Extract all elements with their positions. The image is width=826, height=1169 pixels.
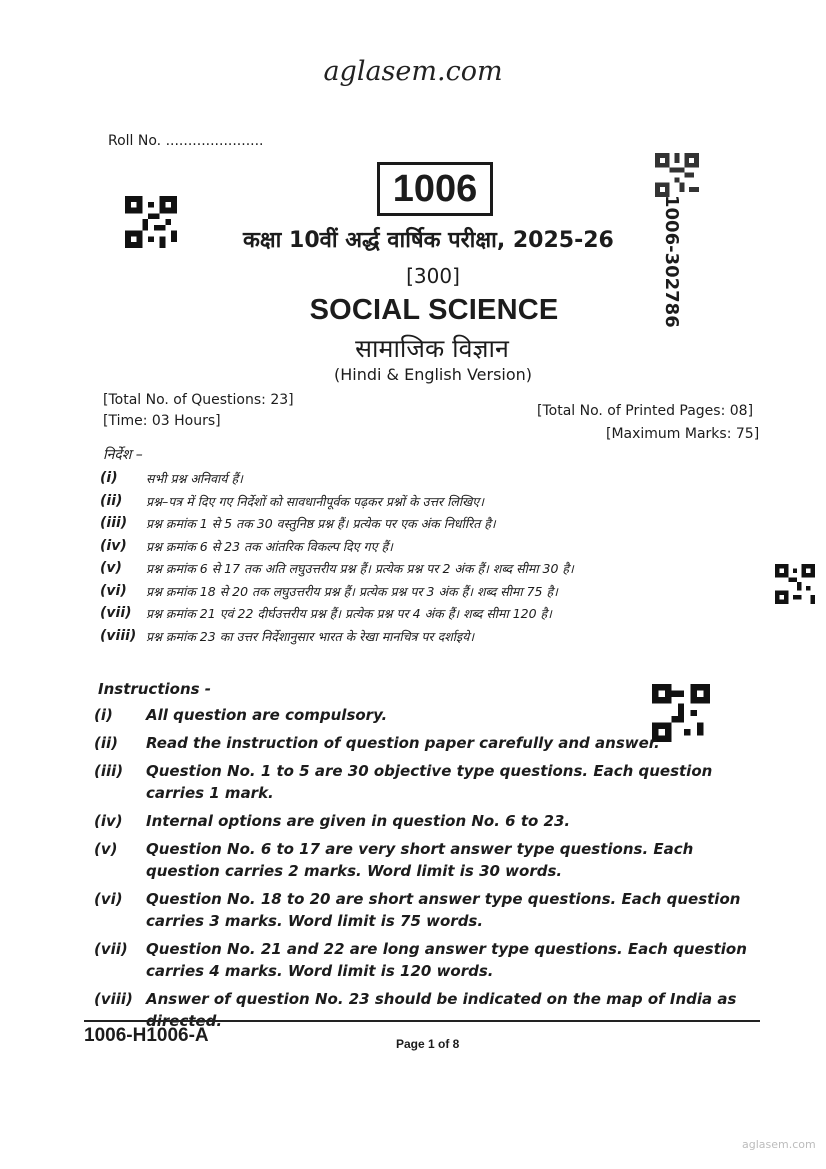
list-item: (vi) Question No. 18 to 20 are short answer type questions. Each question carries 3 marks. Word limit is 75 words. bbox=[94, 890, 741, 930]
qr-code-icon bbox=[654, 153, 700, 197]
watermark-text: aglasem.com bbox=[323, 56, 503, 87]
page-number: Page 1 of 8 bbox=[396, 1037, 460, 1051]
qr-code-icon bbox=[124, 196, 178, 248]
subject-title-english: SOCIAL SCIENCE bbox=[309, 294, 559, 326]
side-serial-code: 1006-302786 bbox=[661, 195, 682, 328]
version-label: (Hindi & English Version) bbox=[333, 365, 533, 384]
total-questions: [Total No. of Questions: 23] bbox=[103, 392, 294, 408]
list-item: (iv) Internal options are given in question No. 6 to 23. bbox=[94, 812, 571, 830]
exam-title: कक्षा 10वीं अर्द्ध वार्षिक परीक्षा, 2025-26 bbox=[243, 228, 614, 253]
roll-number: Roll No. ...................... bbox=[108, 133, 264, 149]
list-item: (v) Question No. 6 to 17 are very short answer type questions. Each question carries 2 marks. Word limit is 30 words. bbox=[94, 840, 694, 880]
english-instructions-list bbox=[94, 704, 764, 1038]
subject-title-hindi: सामाजिक विज्ञान bbox=[355, 334, 509, 363]
list-item: (ii) Read the instruction of question paper carefully and answer. bbox=[94, 734, 660, 752]
list-item: (viii) Answer of question No. 23 should be indicated on the map of India as directed. bbox=[94, 990, 737, 1030]
maximum-marks: [Maximum Marks: 75] bbox=[606, 426, 760, 442]
qr-code-icon bbox=[775, 564, 815, 604]
footer-paper-code: 1006-H1006-A bbox=[84, 1025, 209, 1046]
english-instructions-heading: Instructions - bbox=[98, 680, 211, 698]
exam-time: [Time: 03 Hours] bbox=[103, 413, 221, 429]
paper-code-box: 1006 bbox=[377, 162, 493, 216]
list-item: (i) All question are compulsory. bbox=[94, 706, 388, 724]
list-item: (iii) Question No. 1 to 5 are 30 objective type questions. Each question carries 1 mark. bbox=[94, 762, 713, 802]
list-item: (vii) Question No. 21 and 22 are long answer type questions. Each question carries 4 marks. Word limit is 120 words. bbox=[94, 940, 747, 980]
site-footer: aglasem.com bbox=[742, 1138, 816, 1151]
hindi-instructions-heading: निर्देश – bbox=[103, 447, 143, 463]
footer-divider bbox=[84, 1020, 760, 1022]
subject-code: [300] bbox=[406, 264, 460, 288]
printed-pages: [Total No. of Printed Pages: 08] bbox=[537, 403, 754, 419]
